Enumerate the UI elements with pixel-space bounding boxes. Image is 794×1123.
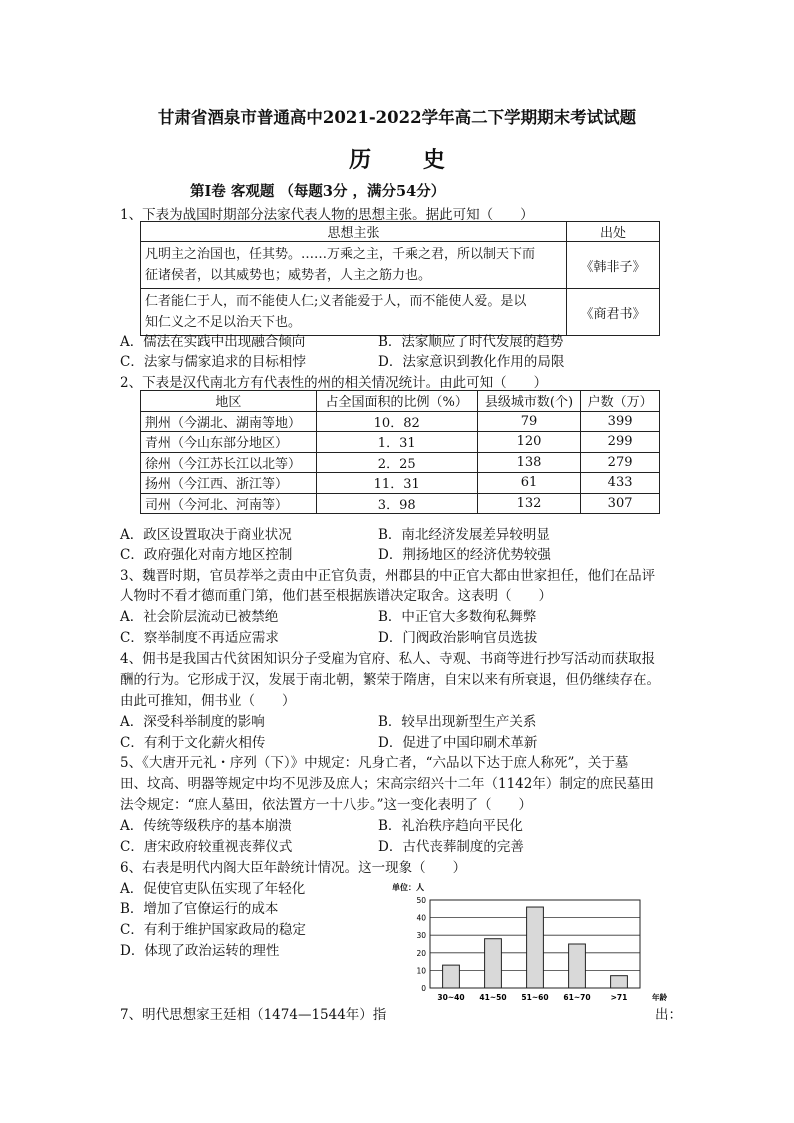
table-cell: 132 xyxy=(477,493,580,514)
q4-option-a[interactable]: A．深受科举制度的影响 xyxy=(120,714,265,730)
question-2-table xyxy=(140,390,660,514)
q3-option-c[interactable]: C．察举制度不再适应需求 xyxy=(120,630,279,646)
table-row xyxy=(141,289,660,336)
q5-option-a[interactable]: A．传统等级秩序的基本崩溃 xyxy=(120,818,292,834)
table-cell: 299 xyxy=(581,432,660,453)
table-cell: 3．98 xyxy=(316,493,477,514)
table-row xyxy=(141,493,660,514)
question-3-stem: 3、魏晋时期，官员荐举之责由中正官负责，州郡县的中正官大都由世家担任，他们在品评 xyxy=(120,568,656,584)
chart-y-tick-label: 10 xyxy=(416,966,426,976)
q6-option-c[interactable]: C．有利于维护国家政局的稳定 xyxy=(120,922,306,938)
table-header-ideas: 思想主张 xyxy=(141,222,567,242)
question-1-table xyxy=(140,221,660,336)
table-row xyxy=(141,242,660,289)
q4-option-b[interactable]: B．较早出现新型生产关系 xyxy=(378,714,537,730)
table-header-source: 出处 xyxy=(567,222,660,242)
question-7-stem: 7、明代思想家王廷相（1474—1544年）指 xyxy=(120,1007,387,1023)
table-cell: 10．82 xyxy=(316,411,477,432)
table-cell-idea xyxy=(141,242,567,289)
question-2-stem: 2、下表是汉代南北方有代表性的州的相关情况统计。由此可知（ ） xyxy=(120,375,548,391)
table-cell: 399 xyxy=(581,411,660,432)
table-cell: 138 xyxy=(477,452,580,473)
chart-x-tick-label: >71 xyxy=(610,993,628,1002)
q4-option-c[interactable]: C．有利于文化薪火相传 xyxy=(120,735,266,751)
question-6-stem: 6、右表是明代内阁大臣年龄统计情况。这一现象（ ） xyxy=(120,860,467,876)
question-4-stem-cont: 由此可推知，佣书业（ ） xyxy=(120,693,296,709)
table-cell: 司州（今河北、河南等） xyxy=(141,493,317,514)
chart-bar xyxy=(443,965,460,988)
question-7-stem-tail: 出： xyxy=(655,1007,682,1023)
table-header-region: 地区 xyxy=(141,391,317,412)
chart-y-tick-label: 50 xyxy=(416,896,426,905)
chart-y-tick-label: 0 xyxy=(421,984,426,993)
chart-y-tick-label: 20 xyxy=(416,948,426,958)
q3-option-b[interactable]: B．中正官大多数徇私舞弊 xyxy=(378,609,537,625)
table-cell: 307 xyxy=(581,493,660,514)
idea-line: 仁者能仁于人，而不能使人仁;义者能爱于人，而不能使人爱。是以 xyxy=(145,294,527,309)
cabinet-age-bar-chart xyxy=(390,880,690,1005)
q6-option-b[interactable]: B．增加了官僚运行的成本 xyxy=(120,901,279,917)
table-cell: 433 xyxy=(581,473,660,494)
question-5-stem-cont: 法令规定：“庶人墓田，依法置方一十八步。”这一变化表明了（ ） xyxy=(120,797,533,813)
exam-title: 甘肃省酒泉市普通高中2021-2022学年高二下学期期末考试试题 xyxy=(157,108,637,127)
table-cell: 荆州（今湖北、湖南等地） xyxy=(141,411,317,432)
table-cell-source: 《商君书》 xyxy=(567,289,660,336)
question-1-stem: 1、下表为战国时期部分法家代表人物的思想主张。据此可知（ ） xyxy=(120,207,534,223)
idea-line: 征诸侯者，以其威势也；威势者，人主之筋力也。 xyxy=(145,268,432,283)
q2-option-c[interactable]: C．政府强化对南方地区控制 xyxy=(120,547,293,563)
table-cell: 279 xyxy=(581,452,660,473)
table-cell-source: 《韩非子》 xyxy=(567,242,660,289)
chart-y-tick-label: 40 xyxy=(416,913,426,923)
chart-bar xyxy=(611,976,628,988)
q3-option-a[interactable]: A．社会阶层流动已被禁绝 xyxy=(120,609,279,625)
q2-option-a[interactable]: A．政区设置取决于商业状况 xyxy=(120,527,292,543)
table-row xyxy=(141,432,660,453)
table-row xyxy=(141,411,660,432)
table-header-area-ratio: 占全国面积的比例（%） xyxy=(316,391,477,412)
chart-x-tick-label: 30~40 xyxy=(437,993,465,1002)
q3-option-d[interactable]: D．门阀政治影响官员选拔 xyxy=(378,630,538,646)
table-cell: 2．25 xyxy=(316,452,477,473)
chart-y-tick-label: 30 xyxy=(416,931,426,941)
question-5-stem: 5、《大唐开元礼・序列（下）》中规定：凡身亡者，“六品以下达于庶人称死”，关于墓 xyxy=(120,755,629,771)
chart-x-tick-label: 51~60 xyxy=(521,993,549,1002)
q4-option-d[interactable]: D．促进了中国印刷术革新 xyxy=(378,735,538,751)
q1-option-d[interactable]: D．法家意识到教化作用的局限 xyxy=(378,354,565,370)
section-heading: 第Ⅰ卷 客观题 （每题3分 ，满分54分） xyxy=(190,183,446,200)
question-4-stem: 4、佣书是我国古代贫困知识分子受雇为官府、私人、寺观、书商等进行抄写活动而获取报 xyxy=(120,651,656,667)
table-row xyxy=(141,473,660,494)
chart-x-tick-label: 61~70 xyxy=(563,993,591,1002)
idea-line: 知仁义之不足以治天下也。 xyxy=(145,315,302,330)
table-cell: 徐州（今江苏长江以北等） xyxy=(141,452,317,473)
question-3-stem-cont: 人物时不看才德而重门第，他们甚至根据族谱决定取舍。这表明（ ） xyxy=(120,588,552,604)
table-cell: 1．31 xyxy=(316,432,477,453)
table-cell-idea xyxy=(141,289,567,336)
table-cell: 120 xyxy=(477,432,580,453)
table-header-city-count: 县级城市数(个) xyxy=(477,391,580,412)
table-cell: 青州（今山东部分地区） xyxy=(141,432,317,453)
q5-option-d[interactable]: D．古代丧葬制度的完善 xyxy=(378,839,524,855)
q5-option-c[interactable]: C．唐宋政府较重视丧葬仪式 xyxy=(120,839,293,855)
q2-option-d[interactable]: D．荆扬地区的经济优势较强 xyxy=(378,547,551,563)
q6-option-d[interactable]: D．体现了政治运转的理性 xyxy=(120,943,280,959)
chart-unit-label: 单位：人 xyxy=(392,883,424,892)
chart-bar xyxy=(485,939,502,988)
subject-title: 历 史 xyxy=(349,147,467,173)
question-5-stem-cont: 田、坟高、明器等规定中均不见涉及庶人；宋高宗绍兴十二年（1142年）制定的庶民墓田 xyxy=(120,776,654,792)
chart-bar xyxy=(527,907,544,988)
table-cell: 11．31 xyxy=(316,473,477,494)
table-row xyxy=(141,452,660,473)
q1-option-a[interactable]: A．儒法在实践中出现融合倾向 xyxy=(120,334,306,350)
chart-bar xyxy=(569,944,586,988)
q1-option-b[interactable]: B．法家顺应了时代发展的趋势 xyxy=(378,334,564,350)
chart-x-tick-label: 41~50 xyxy=(479,993,507,1002)
q1-option-c[interactable]: C．法家与儒家追求的目标相悖 xyxy=(120,354,306,370)
table-cell: 61 xyxy=(477,473,580,494)
table-cell: 扬州（今江西、浙江等） xyxy=(141,473,317,494)
table-cell: 79 xyxy=(477,411,580,432)
idea-line: 凡明主之治国也，任其势。……万乘之主，千乘之君，所以制天下而 xyxy=(145,247,536,262)
chart-x-axis-label: 年龄 xyxy=(652,993,667,1002)
q2-option-b[interactable]: B．南北经济发展差异较明显 xyxy=(378,527,550,543)
q6-option-a[interactable]: A．促使官吏队伍实现了年轻化 xyxy=(120,881,306,897)
question-4-stem-cont: 酬的行为。它形成于汉，发展于南北朝，繁荣于隋唐，自宋以来有所衰退，但仍继续存在。 xyxy=(120,672,660,688)
table-header-households: 户数（万） xyxy=(581,391,660,412)
q5-option-b[interactable]: B．礼治秩序趋向平民化 xyxy=(378,818,523,834)
